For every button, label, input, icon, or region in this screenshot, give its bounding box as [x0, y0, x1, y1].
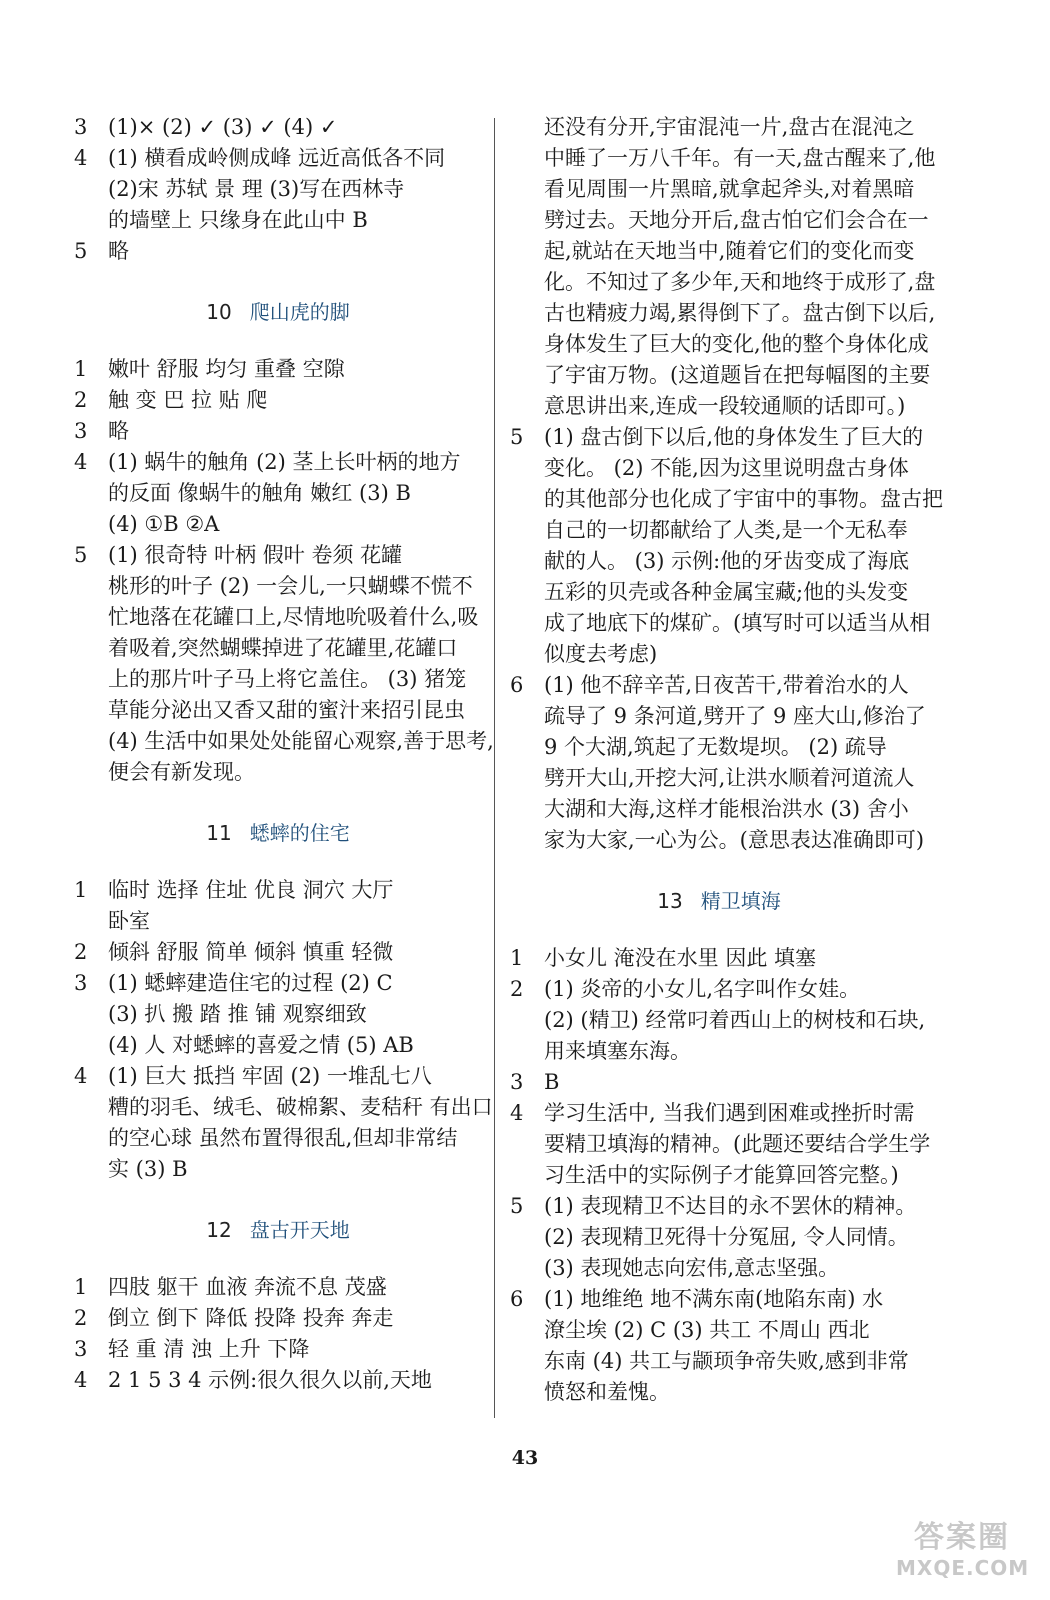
- answer-item: [510, 1067, 928, 1098]
- watermark-text: 答案圈: [914, 1520, 1010, 1555]
- answer-line: 变化。 (2) 不能,因为这里说明盘古身体: [544, 456, 909, 480]
- answer-line: 嫩叶 舒服 均匀 重叠 空隙: [108, 357, 345, 381]
- answer-line: 桃形的叶子 (2) 一会儿,一只蝴蝶不慌不: [108, 574, 473, 598]
- item-number: 2: [74, 940, 88, 964]
- answer-line: (1) 巨大 抵挡 牢固 (2) 一堆乱七八: [108, 1064, 432, 1088]
- answer-item: [74, 385, 482, 416]
- answer-line: 疏导了 9 条河道,劈开了 9 座大山,修治了: [544, 704, 926, 728]
- answer-line: 实 (3) B: [108, 1157, 188, 1181]
- answer-line: (2) (精卫) 经常叼着西山上的树枝和石块,: [544, 1008, 926, 1032]
- answer-line: (1) 蜗牛的触角 (2) 茎上长叶柄的地方: [108, 450, 461, 474]
- item-number: 5: [74, 543, 88, 567]
- section-number: 12: [206, 1218, 232, 1242]
- answer-line: (1) 很奇特 叶柄 假叶 卷须 花罐: [108, 543, 403, 567]
- answer-line: 劈开大山,开挖大河,让洪水顺着河道流人: [544, 766, 915, 790]
- answer-line: B: [544, 1070, 560, 1094]
- page-number: 43: [511, 1447, 539, 1469]
- answer-item: [510, 943, 928, 974]
- answer-line: 身体发生了巨大的变化,他的整个身体化成: [544, 332, 929, 356]
- answer-item: [74, 937, 482, 968]
- answer-line: (2)宋 苏轼 景 理 (3)写在西林寺: [108, 177, 405, 201]
- item-number: 3: [74, 971, 88, 995]
- answer-line: (1) 表现精卫不达目的永不罢休的精神。: [544, 1194, 917, 1218]
- answer-line: (1) 蟋蟀建造住宅的过程 (2) C: [108, 971, 393, 995]
- item-number: 2: [74, 388, 88, 412]
- item-number: 5: [510, 425, 524, 449]
- answer-line: 学习生活中, 当我们遇到困难或挫折时需: [544, 1101, 915, 1125]
- answer-line: 轻 重 清 浊 上升 下降: [108, 1337, 310, 1361]
- answer-line: (4) 生活中如果处处能留心观察,善于思考,: [108, 729, 494, 753]
- answer-line: (4) 人 对蟋蟀的喜爱之情 (5) AB: [108, 1033, 414, 1057]
- answer-line: 自己的一切都献给了人类,是一个无私奉: [544, 518, 908, 542]
- answer-line: 上的那片叶子马上将它盖住。 (3) 猪笼: [108, 667, 467, 691]
- answer-line: 献的人。 (3) 示例:他的牙齿变成了海底: [544, 549, 910, 573]
- item-number: 5: [510, 1194, 524, 1218]
- answer-line: 9 个大湖,筑起了无数堤坝。 (2) 疏导: [544, 735, 887, 759]
- answer-line: 五彩的贝壳或各种金属宝藏;他的头发变: [544, 580, 909, 604]
- section-number: 11: [206, 821, 232, 845]
- answer-line: 似度去考虑): [544, 642, 658, 666]
- item-number: 6: [510, 1287, 524, 1311]
- item-number: 3: [74, 1337, 88, 1361]
- section-title: 精卫填海: [700, 889, 781, 913]
- answer-line: (4) ①B ②A: [108, 512, 220, 536]
- answer-line: 着吸着,突然蝴蝶掉进了花罐里,花罐口: [108, 636, 458, 660]
- answer-item: [74, 875, 482, 937]
- answer-item: [510, 1191, 928, 1284]
- item-number: 3: [74, 419, 88, 443]
- section-title: 蟋蟀的住宅: [249, 821, 350, 845]
- section-number: 10: [206, 300, 232, 324]
- answer-line: 中睡了一万八千年。有一天,盘古醒来了,他: [544, 146, 936, 170]
- answer-line: 看见周围一片黑暗,就拿起斧头,对着黑暗: [544, 177, 915, 201]
- answer-line: 的其他部分也化成了宇宙中的事物。盘古把: [544, 487, 943, 511]
- answer-item: [74, 236, 482, 267]
- answer-line: 成了地底下的煤矿。(填写时可以适当从相: [544, 611, 931, 635]
- answer-line: 家为大家,一心为公。(意思表达准确即可): [544, 828, 925, 852]
- section-heading-11: [74, 818, 482, 849]
- answer-item: [74, 540, 494, 788]
- answer-line: 四肢 躯干 血液 奔流不息 茂盛: [108, 1275, 387, 1299]
- column-divider: [494, 118, 495, 1418]
- answer-item: [74, 447, 482, 540]
- item-number: 4: [74, 1064, 88, 1088]
- item-number: 6: [510, 673, 524, 697]
- answer-line: 大湖和大海,这样才能根治洪水 (3) 舍小: [544, 797, 909, 821]
- answer-item: [74, 968, 482, 1061]
- item-number: 4: [74, 1368, 88, 1392]
- right-column: [510, 112, 943, 1408]
- answer-line: 意思讲出来,连成一段较通顺的话即可。): [544, 394, 906, 418]
- item-number: 1: [74, 357, 88, 381]
- answer-line: 潦尘埃 (2) C (3) 共工 不周山 西北: [544, 1318, 870, 1342]
- answer-line: 卧室: [108, 909, 150, 933]
- section-heading-10: [74, 297, 482, 328]
- answer-line: 要精卫填海的精神。(此题还要结合学生学: [544, 1132, 931, 1156]
- answer-line: 还没有分开,宇宙混沌一片,盘古在混沌之: [544, 115, 915, 139]
- answer-line: 临时 选择 住址 优良 洞穴 大厅: [108, 878, 394, 902]
- watermark-logo: [896, 1512, 1028, 1580]
- answer-line: 愤怒和羞愧。: [544, 1380, 670, 1404]
- item-number: 4: [74, 450, 88, 474]
- answer-item: [510, 670, 928, 856]
- answer-item: [74, 1272, 482, 1303]
- item-number: 3: [510, 1070, 524, 1094]
- answer-line: 小女儿 淹没在水里 因此 填塞: [544, 946, 817, 970]
- answer-item: [74, 1303, 482, 1334]
- answer-line: 了宇宙万物。(这道题旨在把每幅图的主要: [544, 363, 931, 387]
- item-number: 4: [74, 146, 88, 170]
- answer-item: [74, 416, 482, 447]
- section-title: 盘古开天地: [249, 1218, 350, 1242]
- answer-line: (1) 盘古倒下以后,他的身体发生了巨大的: [544, 425, 924, 449]
- answer-line: (1)× (2) ✓ (3) ✓ (4) ✓: [108, 115, 338, 139]
- answer-continuation: [510, 112, 936, 422]
- section-heading-13: [510, 886, 928, 917]
- answer-line: (1) 炎帝的小女儿,名字叫作女娃。: [544, 977, 861, 1001]
- answer-line: 劈过去。天地分开后,盘古怕它们会合在一: [544, 208, 929, 232]
- answer-line: (1) 地维绝 地不满东南(地陷东南) 水: [544, 1287, 884, 1311]
- item-number: 5: [74, 239, 88, 263]
- answer-line: 古也精疲力竭,累得倒下了。盘古倒下以后,: [544, 301, 936, 325]
- answer-item: [74, 1334, 482, 1365]
- answer-line: (1) 他不辞辛苦,日夜苦干,带着治水的人: [544, 673, 909, 697]
- answer-line: 便会有新发现。: [108, 760, 255, 784]
- answer-item: [74, 112, 482, 143]
- answer-line: 化。不知过了多少年,天和地终于成形了,盘: [544, 270, 936, 294]
- answer-item: [74, 1061, 493, 1185]
- item-number: 2: [74, 1306, 88, 1330]
- answer-line: 草能分泌出又香又甜的蜜汁来招引昆虫: [108, 698, 465, 722]
- section-title: 爬山虎的脚: [249, 300, 350, 324]
- answer-item: [74, 354, 482, 385]
- answer-line: 忙地落在花罐口上,尽情地吮吸着什么,吸: [108, 605, 479, 629]
- answer-item: [510, 1284, 928, 1408]
- answer-line: 倒立 倒下 降低 投降 投奔 奔走: [108, 1306, 394, 1330]
- answer-item: [510, 974, 928, 1067]
- item-number: 1: [510, 946, 524, 970]
- item-number: 3: [74, 115, 88, 139]
- answer-line: 略: [108, 419, 129, 443]
- answer-item: [510, 1098, 931, 1191]
- answer-line: (3) 表现她志向宏伟,意志坚强。: [544, 1256, 840, 1280]
- answer-line: 东南 (4) 共工与颛顼争帝失败,感到非常: [544, 1349, 909, 1373]
- answer-item: [74, 143, 482, 236]
- section-heading-12: [74, 1215, 482, 1246]
- answer-item: [74, 1365, 482, 1396]
- carry-over-answers: [74, 112, 482, 267]
- watermark-url: MXQE.COM: [896, 1556, 1030, 1580]
- answer-line: 的空心球 虽然布置得很乱,但却非常结: [108, 1126, 458, 1150]
- item-number: 2: [510, 977, 524, 1001]
- answer-line: 倾斜 舒服 简单 倾斜 慎重 轻微: [108, 940, 394, 964]
- section-number: 13: [657, 889, 683, 913]
- item-number: 4: [510, 1101, 524, 1125]
- left-column: [74, 112, 494, 1396]
- answer-item: [510, 422, 943, 670]
- item-number: 1: [74, 878, 88, 902]
- answer-line: 用来填塞东海。: [544, 1039, 691, 1063]
- answer-line: 的反面 像蜗牛的触角 嫩红 (3) B: [108, 481, 411, 505]
- item-number: 1: [74, 1275, 88, 1299]
- answer-line: (1) 横看成岭侧成峰 远近高低各不同: [108, 146, 446, 170]
- answer-line: 习生活中的实际例子才能算回答完整。): [544, 1163, 899, 1187]
- answer-line: 略: [108, 239, 129, 263]
- answer-line: 起,就站在天地当中,随着它们的变化而变: [544, 239, 915, 263]
- answer-line: 糟的羽毛、绒毛、破棉絮、麦秸秆 有出口: [108, 1095, 493, 1119]
- answer-line: 触 变 巴 拉 贴 爬: [108, 388, 268, 412]
- answer-line: (3) 扒 搬 踏 推 铺 观察细致: [108, 1002, 367, 1026]
- answer-line: 2 1 5 3 4 示例:很久很久以前,天地: [108, 1368, 432, 1392]
- answer-line: 的墙壁上 只缘身在此山中 B: [108, 208, 368, 232]
- answer-line: (2) 表现精卫死得十分冤屈, 令人同情。: [544, 1225, 909, 1249]
